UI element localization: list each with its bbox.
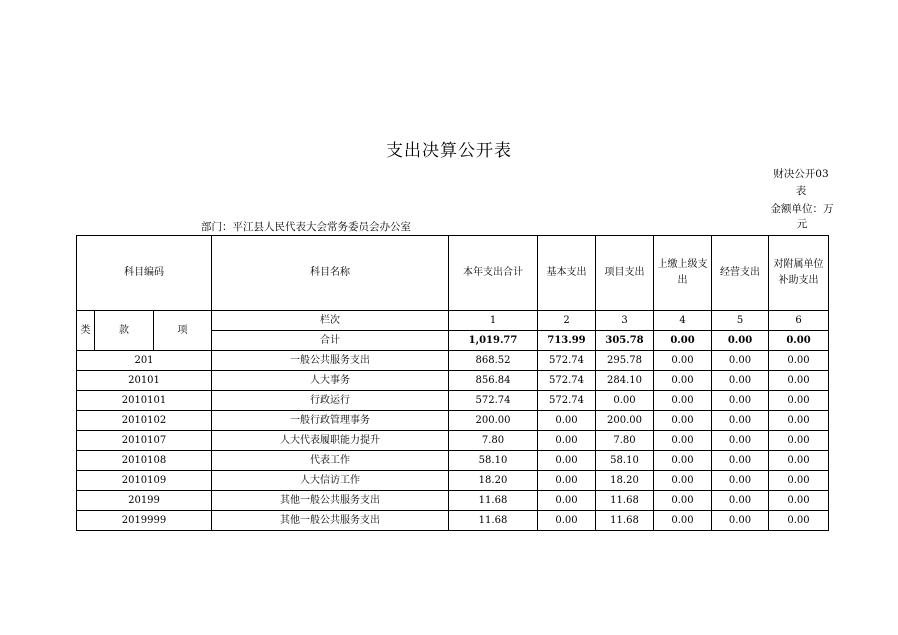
row-amount: 0.00: [654, 491, 712, 511]
column-number: 3: [596, 311, 654, 331]
row-amount: 0.00: [769, 471, 829, 491]
row-amount: 0.00: [538, 431, 596, 451]
row-amount: 0.00: [538, 411, 596, 431]
header-subject-name: 科目名称: [212, 236, 449, 311]
row-amount: 572.74: [538, 371, 596, 391]
row-subject-name: 一般公共服务支出: [212, 351, 449, 371]
row-amount: 7.80: [596, 431, 654, 451]
table-row: [77, 411, 829, 431]
row-amount: 0.00: [654, 511, 712, 531]
row-amount: 572.74: [449, 391, 538, 411]
row-amount: 0.00: [769, 391, 829, 411]
header-xiang: 项: [154, 311, 212, 351]
table-row: [77, 471, 829, 491]
row-subject-code: 2019999: [77, 511, 212, 531]
row-amount: 11.68: [596, 511, 654, 531]
row-amount: 0.00: [769, 491, 829, 511]
total-value: 0.00: [654, 331, 712, 351]
row-amount: 200.00: [596, 411, 654, 431]
row-amount: 0.00: [769, 431, 829, 451]
header-upper-line1: 上缴上级支: [657, 259, 708, 270]
total-value: 1,019.77: [449, 331, 538, 351]
row-amount: 0.00: [538, 471, 596, 491]
header-total: 本年支出合计: [449, 236, 538, 311]
row-subject-name: 一般行政管理事务: [212, 411, 449, 431]
row-subject-code: 2010101: [77, 391, 212, 411]
row-subject-name: 其他一般公共服务支出: [212, 511, 449, 531]
header-upper-line2: 出: [677, 275, 688, 286]
row-amount: 0.00: [712, 431, 769, 451]
row-amount: 572.74: [538, 391, 596, 411]
row-subject-code: 20101: [77, 371, 212, 391]
row-amount: 0.00: [654, 351, 712, 371]
row-subject-name: 其他一般公共服务支出: [212, 491, 449, 511]
department-label: 部门：平江县人民代表大会常务委员会办公室: [201, 221, 411, 233]
row-amount: 0.00: [712, 511, 769, 531]
row-subject-name: 代表工作: [212, 451, 449, 471]
row-amount: 0.00: [712, 471, 769, 491]
table-row: [77, 351, 829, 371]
row-amount: 0.00: [769, 371, 829, 391]
row-amount: 58.10: [596, 451, 654, 471]
row-amount: 868.52: [449, 351, 538, 371]
total-value: 713.99: [538, 331, 596, 351]
row-amount: 0.00: [538, 451, 596, 471]
table-row: [77, 451, 829, 471]
column-number: 1: [449, 311, 538, 331]
row-subject-name: 人大事务: [212, 371, 449, 391]
header-subsidiary-line2: 补助支出: [778, 275, 819, 286]
row-subject-name: 人大信访工作: [212, 471, 449, 491]
header-row: [77, 236, 829, 311]
row-amount: 0.00: [596, 391, 654, 411]
page-title: 支出决算公开表: [386, 141, 512, 161]
row-amount: 0.00: [712, 491, 769, 511]
row-amount: 200.00: [449, 411, 538, 431]
header-kuan: 款: [95, 311, 154, 351]
row-amount: 0.00: [654, 411, 712, 431]
table-row: [77, 391, 829, 411]
row-amount: 284.10: [596, 371, 654, 391]
amount-unit-line1: 金额单位：万: [770, 203, 834, 215]
total-value: 0.00: [769, 331, 829, 351]
row-amount: 0.00: [538, 511, 596, 531]
row-amount: 58.10: [449, 451, 538, 471]
row-subject-code: 201: [77, 351, 212, 371]
table-row: [77, 371, 829, 391]
header-basic: 基本支出: [538, 236, 596, 311]
amount-unit: [770, 202, 834, 232]
row-amount: 7.80: [449, 431, 538, 451]
column-number-row: [77, 311, 829, 331]
row-subject-code: 2010107: [77, 431, 212, 451]
header-subsidiary-line1: 对附属单位: [773, 259, 824, 270]
column-number: 4: [654, 311, 712, 331]
row-amount: 0.00: [712, 451, 769, 471]
total-label: 合计: [212, 331, 449, 351]
row-amount: 18.20: [596, 471, 654, 491]
row-amount: 0.00: [769, 351, 829, 371]
row-subject-name: 人大代表履职能力提升: [212, 431, 449, 451]
row-subject-name: 行政运行: [212, 391, 449, 411]
header-project: 项目支出: [596, 236, 654, 311]
row-amount: 0.00: [654, 471, 712, 491]
row-amount: 11.68: [449, 491, 538, 511]
form-reference-line2: 表: [795, 185, 807, 197]
row-amount: 0.00: [712, 411, 769, 431]
header-upper: [654, 236, 712, 311]
total-value: 0.00: [712, 331, 769, 351]
row-amount: 0.00: [712, 391, 769, 411]
row-subject-code: 2010108: [77, 451, 212, 471]
row-amount: 0.00: [769, 511, 829, 531]
table-row: [77, 431, 829, 451]
row-amount: 0.00: [654, 431, 712, 451]
row-amount: 295.78: [596, 351, 654, 371]
column-number-label: 栏次: [212, 311, 449, 331]
row-amount: 11.68: [449, 511, 538, 531]
row-amount: 11.68: [596, 491, 654, 511]
column-number: 6: [769, 311, 829, 331]
column-number: 5: [712, 311, 769, 331]
form-reference-line1: 财决公开03: [773, 168, 829, 180]
row-subject-code: 2010102: [77, 411, 212, 431]
header-subject-code: 科目编码: [77, 236, 212, 311]
row-amount: 0.00: [654, 391, 712, 411]
row-amount: 0.00: [654, 451, 712, 471]
table-row: [77, 511, 829, 531]
row-amount: 0.00: [538, 491, 596, 511]
header-subsidiary: [769, 236, 829, 311]
column-number: 2: [538, 311, 596, 331]
expenditure-table: [76, 235, 829, 531]
row-amount: 0.00: [769, 451, 829, 471]
header-lei: 类: [77, 311, 95, 351]
row-amount: 0.00: [769, 411, 829, 431]
row-amount: 572.74: [538, 351, 596, 371]
amount-unit-line2: 元: [796, 218, 808, 230]
row-amount: 18.20: [449, 471, 538, 491]
form-reference: [772, 166, 830, 200]
header-business: 经营支出: [712, 236, 769, 311]
row-amount: 0.00: [712, 351, 769, 371]
table-row: [77, 491, 829, 511]
row-amount: 0.00: [654, 371, 712, 391]
row-amount: 856.84: [449, 371, 538, 391]
row-subject-code: 20199: [77, 491, 212, 511]
total-value: 305.78: [596, 331, 654, 351]
row-subject-code: 2010109: [77, 471, 212, 491]
row-amount: 0.00: [712, 371, 769, 391]
